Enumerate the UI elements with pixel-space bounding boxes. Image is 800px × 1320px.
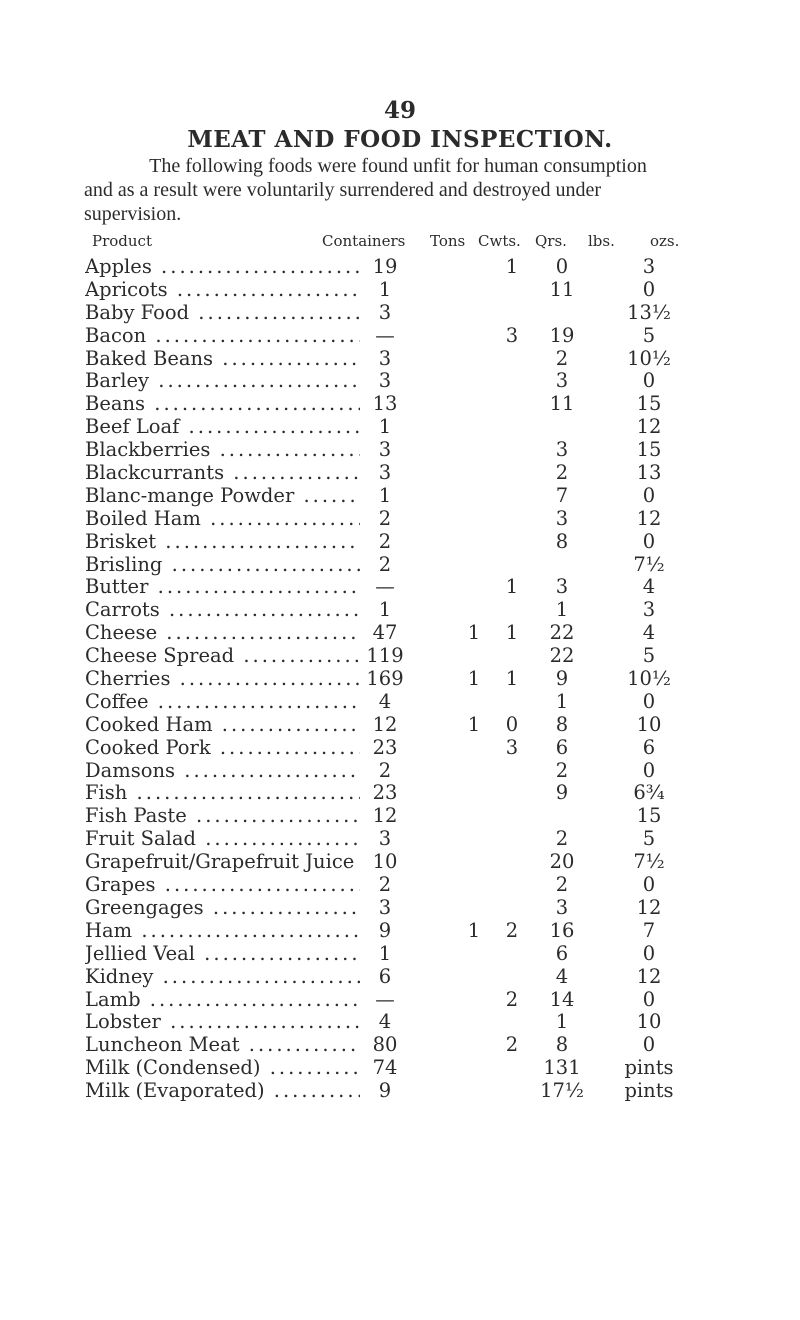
- product-cell: [85, 782, 385, 805]
- lbs-cell: 8: [555, 1033, 569, 1057]
- product-label: Blackberries: [85, 439, 211, 462]
- product-label: Barley: [85, 370, 150, 393]
- containers-cell: 3: [360, 462, 410, 485]
- lbs-cell: 131: [543, 1056, 581, 1080]
- product-cell: [85, 393, 385, 416]
- lbs-cell: 14: [549, 987, 575, 1011]
- lbs-cell: 3: [555, 575, 569, 599]
- ozs-cell: 15: [636, 804, 662, 828]
- product-cell: [85, 851, 385, 874]
- lbs-cell: 17½: [540, 1079, 584, 1103]
- product-cell: [85, 279, 385, 302]
- lbs-cell: 2: [555, 758, 569, 782]
- lbs-cell: 1: [555, 689, 569, 713]
- ozs-cell: 4: [642, 575, 656, 599]
- product-label: Fish Paste: [85, 805, 187, 828]
- lbs-cell: 6: [555, 941, 569, 965]
- table-row: [0, 668, 800, 691]
- table-row: [0, 897, 800, 920]
- qrs-cell: 3: [505, 323, 519, 347]
- product-label: Jellied Veal: [85, 942, 195, 965]
- containers-cell: 80: [360, 1034, 410, 1057]
- header-qrs: Qrs.: [535, 232, 567, 250]
- lbs-cell: 16: [549, 918, 575, 942]
- product-label: Blanc-mange Powder: [85, 484, 295, 507]
- containers-cell: 3: [360, 439, 410, 462]
- product-cell: [85, 920, 385, 943]
- ozs-cell: 12: [636, 964, 662, 988]
- containers-cell: —: [360, 576, 410, 599]
- product-cell: [85, 256, 385, 279]
- product-label: Milk (Condensed): [85, 1057, 261, 1080]
- ozs-cell: 0: [642, 941, 656, 965]
- table-row: [0, 989, 800, 1012]
- product-label: Luncheon Meat: [85, 1034, 240, 1057]
- table-row: [0, 737, 800, 760]
- cwts-cell: 1: [467, 712, 481, 736]
- food-table: [0, 256, 800, 1103]
- table-row: [0, 348, 800, 371]
- header-product: Product: [92, 232, 152, 250]
- ozs-cell: 10½: [627, 667, 671, 691]
- product-cell: [85, 1034, 385, 1057]
- product-cell: [85, 531, 385, 554]
- product-cell: [85, 508, 385, 531]
- product-cell: [85, 645, 385, 668]
- qrs-cell: 3: [505, 735, 519, 759]
- lbs-cell: 11: [549, 277, 575, 301]
- table-row: [0, 1034, 800, 1057]
- product-label: Boiled Ham: [85, 507, 201, 530]
- cwts-cell: 1: [467, 667, 481, 691]
- containers-cell: 10: [360, 851, 410, 874]
- containers-cell: 9: [360, 920, 410, 943]
- product-label: Ham: [85, 919, 133, 942]
- ozs-cell: 6¾: [633, 781, 665, 805]
- ozs-cell: 15: [636, 392, 662, 416]
- product-label: Fish: [85, 782, 128, 805]
- product-cell: [85, 897, 385, 920]
- product-cell: [85, 989, 385, 1012]
- product-label: Butter: [85, 576, 149, 599]
- product-cell: [85, 599, 385, 622]
- containers-cell: 23: [360, 737, 410, 760]
- table-header: [0, 232, 800, 254]
- ozs-cell: 10: [636, 712, 662, 736]
- table-row: [0, 760, 800, 783]
- lbs-cell: 11: [549, 392, 575, 416]
- product-cell: [85, 760, 385, 783]
- intro-line: and as a result were voluntarily surrendered and destroyed under: [84, 179, 602, 201]
- ozs-cell: 0: [642, 873, 656, 897]
- product-cell: [85, 1080, 385, 1103]
- product-cell: [85, 1057, 385, 1080]
- product-cell: [85, 370, 385, 393]
- qrs-cell: 2: [505, 1033, 519, 1057]
- intro-paragraph: [84, 154, 712, 226]
- product-label: Lamb: [85, 988, 141, 1011]
- header-lbs: lbs.: [588, 232, 615, 250]
- product-label: Milk (Evaporated): [85, 1080, 265, 1103]
- qrs-cell: 1: [505, 575, 519, 599]
- containers-cell: 3: [360, 370, 410, 393]
- ozs-cell: 12: [636, 506, 662, 530]
- table-row: [0, 920, 800, 943]
- product-cell: [85, 302, 385, 325]
- containers-cell: —: [360, 325, 410, 348]
- table-row: [0, 874, 800, 897]
- lbs-cell: 8: [555, 712, 569, 736]
- product-label: Baked Beans: [85, 347, 214, 370]
- containers-cell: 6: [360, 966, 410, 989]
- table-row: [0, 325, 800, 348]
- lbs-cell: 1: [555, 1010, 569, 1034]
- page-number: 49: [383, 97, 416, 124]
- product-label: Fruit Salad: [85, 828, 197, 851]
- table-row: [0, 439, 800, 462]
- ozs-cell: 10: [636, 1010, 662, 1034]
- containers-cell: 2: [360, 760, 410, 783]
- cwts-cell: 1: [467, 918, 481, 942]
- table-row: [0, 714, 800, 737]
- containers-cell: 4: [360, 691, 410, 714]
- table-row: [0, 462, 800, 485]
- table-row: [0, 554, 800, 577]
- lbs-cell: 22: [549, 621, 575, 645]
- product-label: Coffee: [85, 690, 149, 713]
- table-row: [0, 485, 800, 508]
- lbs-cell: 3: [555, 506, 569, 530]
- table-row: [0, 966, 800, 989]
- table-row: [0, 416, 800, 439]
- qrs-cell: 2: [505, 918, 519, 942]
- lbs-cell: 2: [555, 461, 569, 485]
- ozs-cell: 5: [642, 644, 656, 668]
- product-label: Cherries: [85, 668, 171, 691]
- ozs-cell: 10½: [627, 346, 671, 370]
- product-label: Blackcurrants: [85, 462, 225, 485]
- ozs-cell: 4: [642, 621, 656, 645]
- qrs-cell: 1: [505, 667, 519, 691]
- qrs-cell: 1: [505, 621, 519, 645]
- lbs-cell: 19: [549, 323, 575, 347]
- cwts-cell: 1: [467, 621, 481, 645]
- header-containers: Containers: [322, 232, 406, 250]
- product-label: Beans: [85, 393, 146, 416]
- ozs-cell: 5: [642, 827, 656, 851]
- table-row: [0, 1011, 800, 1034]
- qrs-cell: 0: [505, 712, 519, 736]
- containers-cell: 74: [360, 1057, 410, 1080]
- containers-cell: 1: [360, 416, 410, 439]
- lbs-cell: 3: [555, 369, 569, 393]
- lbs-cell: 4: [555, 964, 569, 988]
- table-row: [0, 256, 800, 279]
- containers-cell: 3: [360, 828, 410, 851]
- product-cell: [85, 737, 385, 760]
- ozs-cell: pints: [624, 1079, 674, 1103]
- table-row: [0, 943, 800, 966]
- ozs-cell: pints: [624, 1056, 674, 1080]
- table-row: [0, 691, 800, 714]
- containers-cell: 4: [360, 1011, 410, 1034]
- table-row: [0, 599, 800, 622]
- product-cell: [85, 943, 385, 966]
- containers-cell: 19: [360, 256, 410, 279]
- product-cell: [85, 462, 385, 485]
- containers-cell: 12: [360, 805, 410, 828]
- table-row: [0, 531, 800, 554]
- containers-cell: 13: [360, 393, 410, 416]
- containers-cell: 2: [360, 874, 410, 897]
- containers-cell: 9: [360, 1080, 410, 1103]
- product-cell: [85, 966, 385, 989]
- containers-cell: 1: [360, 599, 410, 622]
- table-row: [0, 370, 800, 393]
- table-row: [0, 508, 800, 531]
- product-label: Greengages: [85, 896, 204, 919]
- containers-cell: 2: [360, 554, 410, 577]
- ozs-cell: 0: [642, 758, 656, 782]
- lbs-cell: 2: [555, 873, 569, 897]
- lbs-cell: 9: [555, 667, 569, 691]
- product-cell: [85, 554, 385, 577]
- table-row: [0, 828, 800, 851]
- ozs-cell: 0: [642, 529, 656, 553]
- ozs-cell: 0: [642, 483, 656, 507]
- product-cell: [85, 485, 385, 508]
- product-cell: [85, 668, 385, 691]
- product-label: Apricots: [85, 278, 168, 301]
- lbs-cell: 2: [555, 346, 569, 370]
- table-row: [0, 805, 800, 828]
- ozs-cell: 7½: [633, 552, 665, 576]
- product-label: Damsons: [85, 759, 176, 782]
- product-label: Grapes: [85, 874, 156, 897]
- product-label: Beef Loaf: [85, 416, 180, 439]
- intro-line: supervision.: [84, 203, 182, 225]
- table-row: [0, 782, 800, 805]
- qrs-cell: 1: [505, 255, 519, 278]
- lbs-cell: 0: [555, 255, 569, 278]
- product-label: Cooked Ham: [85, 713, 213, 736]
- lbs-cell: 6: [555, 735, 569, 759]
- lbs-cell: 7: [555, 483, 569, 507]
- product-label: Brisket: [85, 530, 157, 553]
- table-row: [0, 393, 800, 416]
- containers-cell: 3: [360, 302, 410, 325]
- intro-line: The following foods were found unfit for human consumption: [149, 155, 647, 177]
- table-row: [0, 302, 800, 325]
- containers-cell: 2: [360, 531, 410, 554]
- ozs-cell: 15: [636, 438, 662, 462]
- lbs-cell: 8: [555, 529, 569, 553]
- containers-cell: 3: [360, 348, 410, 371]
- product-label: Brisling: [85, 553, 163, 576]
- containers-cell: 2: [360, 508, 410, 531]
- header-tons: Tons: [430, 232, 466, 250]
- table-row: [0, 1080, 800, 1103]
- ozs-cell: 3: [642, 598, 656, 622]
- page-title: MEAT AND FOOD INSPECTION.: [187, 126, 613, 153]
- product-cell: [85, 439, 385, 462]
- ozs-cell: 13½: [627, 300, 671, 324]
- ozs-cell: 0: [642, 277, 656, 301]
- ozs-cell: 0: [642, 369, 656, 393]
- ozs-cell: 0: [642, 1033, 656, 1057]
- containers-cell: 23: [360, 782, 410, 805]
- product-cell: [85, 1011, 385, 1034]
- product-cell: [85, 348, 385, 371]
- product-label: Carrots: [85, 599, 160, 622]
- ozs-cell: 0: [642, 987, 656, 1011]
- product-label: Lobster: [85, 1011, 161, 1034]
- product-label: Cooked Pork: [85, 736, 211, 759]
- containers-cell: 47: [360, 622, 410, 645]
- table-row: [0, 622, 800, 645]
- containers-cell: 3: [360, 897, 410, 920]
- table-row: [0, 645, 800, 668]
- ozs-cell: 0: [642, 689, 656, 713]
- product-cell: [85, 714, 385, 737]
- product-cell: [85, 828, 385, 851]
- ozs-cell: 5: [642, 323, 656, 347]
- lbs-cell: 22: [549, 644, 575, 668]
- product-cell: [85, 416, 385, 439]
- containers-cell: 119: [360, 645, 410, 668]
- ozs-cell: 3: [642, 255, 656, 278]
- containers-cell: 1: [360, 279, 410, 302]
- lbs-cell: 3: [555, 438, 569, 462]
- product-cell: [85, 325, 385, 348]
- ozs-cell: 13: [636, 461, 662, 485]
- product-cell: [85, 805, 385, 828]
- lbs-cell: 2: [555, 827, 569, 851]
- product-cell: [85, 576, 385, 599]
- product-cell: [85, 622, 385, 645]
- qrs-cell: 2: [505, 987, 519, 1011]
- table-row: [0, 279, 800, 302]
- product-label: Bacon: [85, 324, 147, 347]
- product-label: Apples: [85, 256, 152, 278]
- table-row: [0, 1057, 800, 1080]
- ozs-cell: 7½: [633, 850, 665, 874]
- product-label: Cheese Spread: [85, 645, 235, 668]
- containers-cell: 1: [360, 485, 410, 508]
- ozs-cell: 6: [642, 735, 656, 759]
- lbs-cell: 20: [549, 850, 575, 874]
- containers-cell: 1: [360, 943, 410, 966]
- header-ozs: ozs.: [650, 232, 680, 250]
- ozs-cell: 7: [642, 918, 656, 942]
- product-cell: [85, 691, 385, 714]
- table-row: [0, 576, 800, 599]
- containers-cell: —: [360, 989, 410, 1012]
- product-label: Grapefruit/Grapefruit Juice: [85, 851, 355, 874]
- lbs-cell: 1: [555, 598, 569, 622]
- ozs-cell: 12: [636, 895, 662, 919]
- header-cwts: Cwts.: [478, 232, 521, 250]
- containers-cell: 169: [360, 668, 410, 691]
- product-label: Kidney: [85, 965, 154, 988]
- product-label: Cheese: [85, 622, 158, 645]
- containers-cell: 12: [360, 714, 410, 737]
- product-cell: [85, 874, 385, 897]
- lbs-cell: 9: [555, 781, 569, 805]
- table-row: [0, 851, 800, 874]
- product-label: Baby Food: [85, 301, 190, 324]
- ozs-cell: 12: [636, 415, 662, 439]
- lbs-cell: 3: [555, 895, 569, 919]
